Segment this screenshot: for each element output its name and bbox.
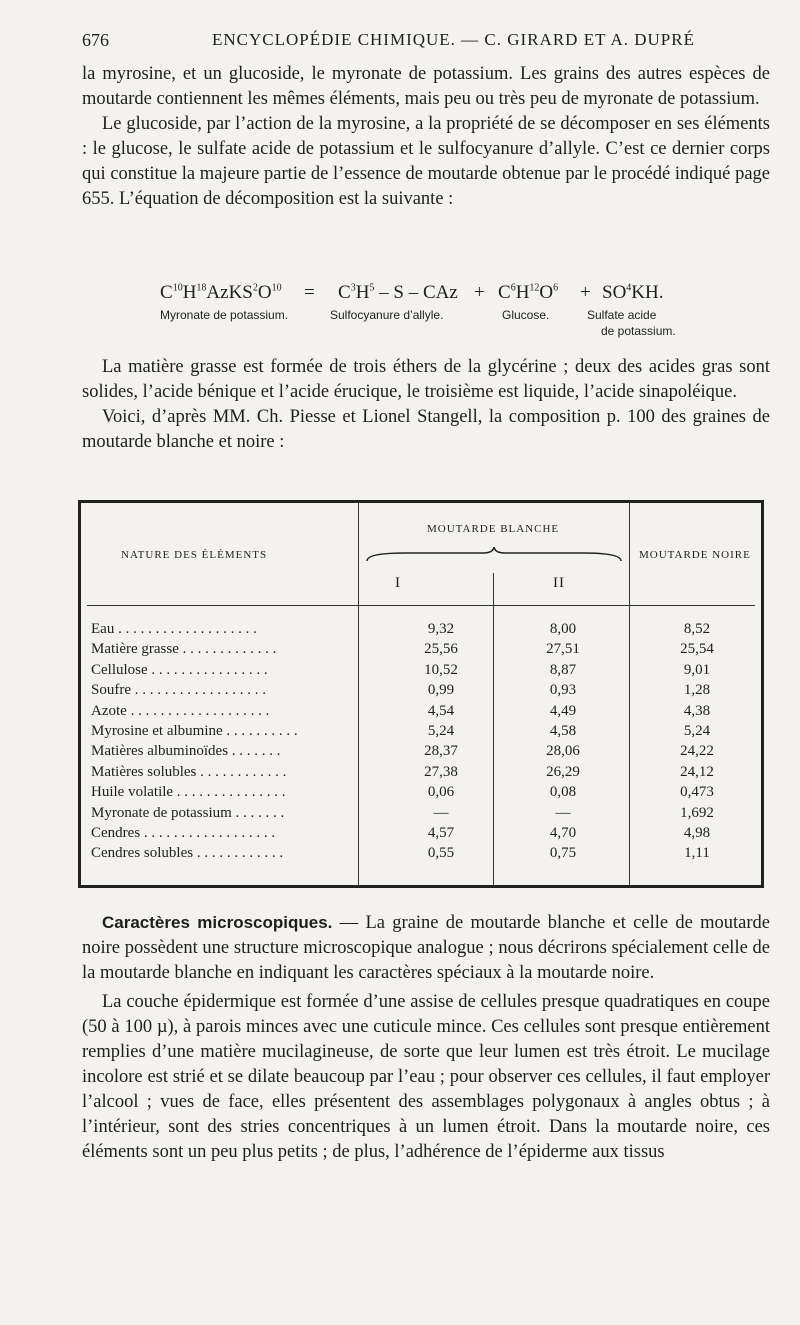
caption-sulfocyanure: Sulfocyanure d’allyle.	[330, 308, 444, 322]
equation-term-sulfate: $SO^4KH$.	[602, 282, 664, 303]
text-block-bottom	[82, 910, 770, 1165]
value-noire: 0,473	[680, 784, 714, 801]
row-name: Matières solubles . . . . . . . . . . . .	[91, 763, 287, 780]
value-blanche-I: 0,55	[427, 845, 455, 862]
table-row	[81, 805, 761, 825]
table-row	[81, 641, 761, 661]
header-moutarde-blanche: MOUTARDE BLANCHE	[427, 523, 560, 535]
value-blanche-I: 5,24	[427, 723, 455, 739]
table-row	[81, 723, 761, 743]
table-row	[81, 743, 761, 763]
equation-term-sulfocyanure: $C^3H^5$ – S – CAz	[338, 282, 458, 303]
row-name: Myrosine et albumine . . . . . . . . . .	[91, 723, 298, 739]
value-blanche-II: 0,93	[549, 682, 577, 699]
brace-icon	[365, 547, 623, 567]
value-blanche-I: 27,38	[424, 763, 458, 780]
text-block-top	[82, 62, 770, 212]
table-row	[81, 784, 761, 804]
page-number: 676	[82, 30, 109, 50]
value-blanche-I: 25,56	[424, 641, 458, 658]
value-blanche-II: 0,75	[549, 845, 577, 862]
decomposition-equation	[82, 282, 770, 342]
header-nature: NATURE DES ÉLÉMENTS	[121, 549, 268, 561]
row-name: Azote . . . . . . . . . . . . . . . . . . .	[91, 702, 270, 719]
table-row	[81, 662, 761, 682]
table-row	[81, 825, 761, 845]
equation-plus-1: +	[474, 282, 485, 303]
caption-sulfate-1: Sulfate acide	[587, 308, 657, 322]
caption-glucose: Glucose.	[502, 308, 550, 322]
value-noire: 1,11	[684, 845, 710, 862]
equation-term-glucose: $C^6H^{12}O^6$	[498, 282, 559, 303]
value-blanche-II: 4,49	[549, 702, 577, 719]
header-rule	[87, 605, 755, 606]
value-blanche-I: —	[433, 804, 449, 821]
row-name: Cendres solubles . . . . . . . . . . . .	[91, 845, 284, 862]
value-noire: 24,12	[680, 763, 714, 780]
table-row	[81, 621, 761, 641]
value-blanche-II: —	[555, 804, 571, 821]
header-blanche-II: II	[553, 575, 565, 591]
paragraph-5-text: — La graine de moutarde blanche et celle de moutarde noire possèdent une structure microscopique analogue ; nous décrirons spécialement celle de la moutarde blanche en indiquant les caractères spéciaux à la moutarde noire.	[82, 913, 771, 983]
value-noire: 4,98	[683, 825, 711, 841]
value-blanche-I: 28,37	[424, 743, 458, 760]
paragraph-6: La couche épidermique est formée d’une assise de cellules presque quadratiques en coupe (50 à 100 µ), à parois minces avec une cuticule mince. Ces cellules sont presque entièrement remplies d’une matière mucilagineuse, de sorte que leur lumen est très étroit. Le mucilage incolore est strié et se dilate beaucoup par l’eau ; pour observer ces cellules, il faut employer l’alcool ; vues de face, elles présentent des assemblages polygonaux à angles obtus ; à l’intérieur, sont des stries concentriques à un lumen étroit. Dans la moutarde noire, ces éléments sont un peu plus petits ; de plus, l’adhérence de l’épiderme aux tissus	[82, 992, 770, 1162]
header-moutarde-noire: MOUTARDE NOIRE	[639, 549, 751, 561]
caption-sulfate-2: de potassium.	[601, 324, 676, 338]
composition-table	[78, 500, 764, 888]
value-blanche-II: 28,06	[546, 743, 580, 760]
value-noire: 25,54	[680, 641, 714, 658]
header-blanche-I: I	[395, 575, 401, 591]
value-blanche-II: 8,00	[549, 621, 577, 637]
value-noire: 1,692	[680, 804, 714, 821]
table-row	[81, 682, 761, 702]
value-noire: 1,28	[683, 682, 711, 699]
equation-term-myronate: $C^{10}H^{18}AzKS^2O^{10}$	[160, 282, 282, 303]
row-name: Cendres . . . . . . . . . . . . . . . . . .	[91, 825, 276, 841]
row-name: Cellulose . . . . . . . . . . . . . . . .	[91, 661, 268, 678]
value-blanche-II: 26,29	[546, 763, 580, 780]
row-name: Myronate de potassium . . . . . . .	[91, 804, 285, 821]
value-noire: 9,01	[683, 661, 711, 678]
value-blanche-I: 10,52	[424, 661, 458, 678]
paragraph-1: la myrosine, et un glucoside, le myronate de potassium. Les grains des autres espèces de moutarde contiennent les mêmes éléments, mais peu ou très peu de myronate de potassium.	[82, 64, 770, 109]
table-row	[81, 703, 761, 723]
row-name: Matière grasse . . . . . . . . . . . . .	[91, 641, 277, 658]
value-blanche-II: 4,70	[549, 825, 577, 841]
row-name: Huile volatile . . . . . . . . . . . . . . .	[91, 784, 286, 801]
paragraph-3: La matière grasse est formée de trois éthers de la glycérine ; deux des acides gras sont solides, l’acide bénique et l’acide érucique, le troisième est liquide, l’acide sinapoléique.	[82, 357, 770, 402]
caption-myronate: Myronate de potassium.	[160, 308, 289, 322]
table-row	[81, 764, 761, 784]
paragraph-2: Le glucoside, par l’action de la myrosine, a la propriété de se décomposer en ses éléments : le glucose, le sulfate acide de potassium et le sulfocyanure d’allyle. C’est ce dernier corps qui constitue la majeure partie de l’essence de moutarde obtenue par le procédé indiqué page 655. L’équation de décomposition est la suivante :	[82, 114, 770, 209]
paragraph-4: Voici, d’après MM. Ch. Piesse et Lionel Stangell, la composition p. 100 des graines de moutarde blanche et noire :	[82, 407, 770, 452]
row-name: Eau . . . . . . . . . . . . . . . . . . .	[91, 621, 257, 637]
value-blanche-I: 0,06	[427, 784, 455, 801]
value-noire: 24,22	[680, 743, 714, 760]
paragraph-5	[82, 910, 770, 986]
value-blanche-I: 4,57	[427, 825, 455, 841]
text-block-middle	[82, 355, 770, 455]
row-name: Matières albuminoïdes . . . . . . .	[91, 743, 281, 760]
value-blanche-II: 4,58	[549, 723, 577, 739]
row-name: Soufre . . . . . . . . . . . . . . . . . .	[91, 682, 266, 699]
running-header	[82, 30, 770, 54]
table-row	[81, 845, 761, 865]
value-blanche-I: 4,54	[427, 702, 455, 719]
value-blanche-II: 8,87	[549, 661, 577, 678]
value-noire: 4,38	[683, 702, 711, 719]
equation-equals: =	[304, 282, 315, 303]
running-title: ENCYCLOPÉDIE CHIMIQUE. — C. GIRARD ET A. DUPRÉ	[212, 30, 695, 49]
value-noire: 5,24	[683, 723, 711, 739]
value-blanche-II: 0,08	[549, 784, 577, 801]
value-noire: 8,52	[683, 621, 711, 637]
value-blanche-I: 0,99	[427, 682, 455, 699]
value-blanche-II: 27,51	[546, 641, 580, 658]
equation-plus-2: +	[580, 282, 591, 303]
value-blanche-I: 9,32	[427, 621, 455, 637]
section-heading: Caractères microscopiques.	[102, 913, 333, 932]
